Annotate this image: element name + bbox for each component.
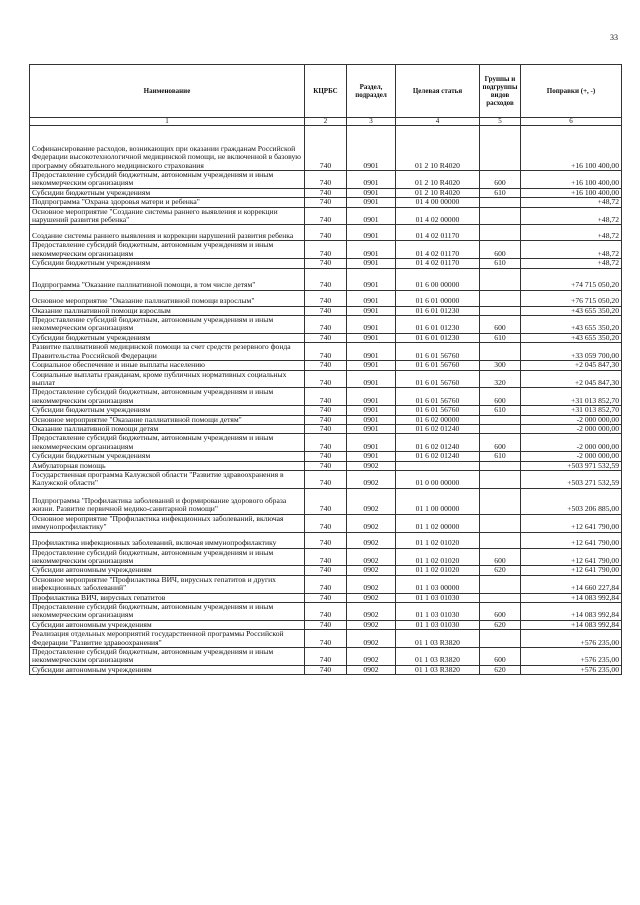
row-kcrbs: 740 <box>305 514 347 532</box>
row-section: 0901 <box>347 198 396 207</box>
row-target: 01 6 01 01230 <box>396 316 480 334</box>
row-name: Основное мероприятие "Профилактика инфекционных заболеваний, включая иммунопрофилактику" <box>30 514 305 532</box>
row-kcrbs: 740 <box>305 333 347 342</box>
row-section: 0901 <box>347 415 396 424</box>
row-name: Подпрограмма "Охрана здоровья матери и ребенка" <box>30 198 305 207</box>
header-section: Раздел, подраздел <box>347 65 396 118</box>
table-row <box>30 361 622 370</box>
row-section: 0902 <box>347 532 396 548</box>
row-group: 620 <box>480 566 521 575</box>
row-amount: +33 059 700,00 <box>521 343 622 361</box>
row-kcrbs: 740 <box>305 603 347 621</box>
row-amount: +48,72 <box>521 207 622 225</box>
row-section: 0902 <box>347 603 396 621</box>
row-kcrbs: 740 <box>305 470 347 488</box>
row-group <box>480 470 521 488</box>
header-group: Группы и подгруппы видов расходов <box>480 65 521 118</box>
row-kcrbs: 740 <box>305 488 347 514</box>
row-group <box>480 306 521 315</box>
row-amount: +48,72 <box>521 198 622 207</box>
table-row <box>30 603 622 621</box>
column-number: 3 <box>347 118 396 126</box>
column-number: 4 <box>396 118 480 126</box>
row-amount: +14 083 992,84 <box>521 593 622 602</box>
row-kcrbs: 740 <box>305 290 347 306</box>
row-target: 01 1 02 01020 <box>396 566 480 575</box>
row-section: 0901 <box>347 370 396 388</box>
row-target: 01 0 00 00000 <box>396 470 480 488</box>
row-target: 01 6 02 01240 <box>396 424 480 433</box>
row-section: 0901 <box>347 361 396 370</box>
row-kcrbs: 740 <box>305 665 347 674</box>
row-kcrbs: 740 <box>305 575 347 593</box>
row-section: 0901 <box>347 290 396 306</box>
row-kcrbs: 740 <box>305 532 347 548</box>
table-row <box>30 630 622 648</box>
table-row <box>30 593 622 602</box>
row-group: 600 <box>480 241 521 259</box>
row-group: 600 <box>480 603 521 621</box>
row-target: 01 6 02 01240 <box>396 434 480 452</box>
row-name: Основное мероприятие "Оказание паллиативной помощи взрослым" <box>30 290 305 306</box>
row-name: Подпрограмма "Оказание паллиативной помощи, в том числе детям" <box>30 268 305 290</box>
row-name: Основное мероприятие "Создание системы раннего выявления и коррекции нарушений развития ребенка" <box>30 207 305 225</box>
row-group <box>480 532 521 548</box>
row-name: Субсидии автономным учреждениям <box>30 665 305 674</box>
row-target: 01 1 02 01020 <box>396 532 480 548</box>
row-target: 01 1 00 00000 <box>396 488 480 514</box>
row-group <box>480 488 521 514</box>
row-group <box>480 126 521 171</box>
row-kcrbs: 740 <box>305 361 347 370</box>
row-section: 0901 <box>347 306 396 315</box>
row-name: Предоставление субсидий бюджетным, автономным учреждениям и иным некоммерческим организациям <box>30 603 305 621</box>
row-target: 01 1 03 01030 <box>396 620 480 629</box>
row-target: 01 1 03 01030 <box>396 603 480 621</box>
row-amount: +31 013 852,70 <box>521 388 622 406</box>
table-row <box>30 532 622 548</box>
row-name: Профилактика ВИЧ, вирусных гепатитов <box>30 593 305 602</box>
row-name: Предоставление субсидий бюджетным, автономным учреждениям и иным некоммерческим организациям <box>30 171 305 189</box>
row-amount: -2 000 000,00 <box>521 452 622 461</box>
row-amount: +16 100 400,00 <box>521 171 622 189</box>
row-target: 01 1 02 00000 <box>396 514 480 532</box>
row-group: 610 <box>480 188 521 197</box>
row-name: Профилактика инфекционных заболеваний, включая иммунопрофилактику <box>30 532 305 548</box>
row-group <box>480 424 521 433</box>
row-group <box>480 343 521 361</box>
row-name: Предоставление субсидий бюджетным, автономным учреждениям и иным некоммерческим организациям <box>30 648 305 666</box>
row-group: 320 <box>480 370 521 388</box>
row-name: Социальные выплаты гражданам, кроме публичных нормативных социальных выплат <box>30 370 305 388</box>
row-group <box>480 268 521 290</box>
table-row <box>30 424 622 433</box>
row-amount: +76 715 050,20 <box>521 290 622 306</box>
row-group <box>480 514 521 532</box>
row-kcrbs: 740 <box>305 461 347 470</box>
row-amount: +576 235,00 <box>521 630 622 648</box>
row-name: Развитие паллиативной медицинской помощи за счет средств резервного фонда Правительства Российской Федерации <box>30 343 305 361</box>
row-group <box>480 290 521 306</box>
row-amount: +43 655 350,20 <box>521 306 622 315</box>
header-amount: Поправки (+, -) <box>521 65 622 118</box>
row-group: 600 <box>480 548 521 566</box>
table-row <box>30 665 622 674</box>
row-section: 0902 <box>347 620 396 629</box>
row-section: 0901 <box>347 268 396 290</box>
table-row <box>30 207 622 225</box>
row-section: 0902 <box>347 514 396 532</box>
row-target: 01 6 02 00000 <box>396 415 480 424</box>
table-body <box>30 126 622 675</box>
row-amount: +48,72 <box>521 259 622 268</box>
row-target: 01 4 02 00000 <box>396 207 480 225</box>
row-kcrbs: 740 <box>305 415 347 424</box>
row-section: 0902 <box>347 648 396 666</box>
row-name: Субсидии автономным учреждениям <box>30 620 305 629</box>
header-target: Целевая статья <box>396 65 480 118</box>
row-amount: +14 083 992,84 <box>521 603 622 621</box>
row-target: 01 4 00 00000 <box>396 198 480 207</box>
row-name: Софинансирование расходов, возникающих при оказании гражданам Российской Федерации высокотехнологичной медицинской помощи, не включенной в базовую программу обязательного медицинского страхования <box>30 126 305 171</box>
row-target: 01 6 01 56760 <box>396 388 480 406</box>
row-name: Оказание паллиативной помощи взрослым <box>30 306 305 315</box>
row-group: 610 <box>480 406 521 415</box>
table-row <box>30 452 622 461</box>
row-section: 0902 <box>347 566 396 575</box>
row-target: 01 2 10 R4020 <box>396 188 480 197</box>
row-group <box>480 593 521 602</box>
row-target: 01 2 10 R4020 <box>396 171 480 189</box>
page-number: 33 <box>610 33 618 42</box>
table-row <box>30 388 622 406</box>
table-row <box>30 241 622 259</box>
row-amount: +2 045 847,30 <box>521 370 622 388</box>
row-section: 0901 <box>347 452 396 461</box>
row-amount: +12 641 790,00 <box>521 566 622 575</box>
row-group <box>480 461 521 470</box>
row-group: 610 <box>480 333 521 342</box>
row-section: 0902 <box>347 461 396 470</box>
row-name: Предоставление субсидий бюджетным, автономным учреждениям и иным некоммерческим организациям <box>30 388 305 406</box>
row-group: 610 <box>480 452 521 461</box>
row-name: Предоставление субсидий бюджетным, автономным учреждениям и иным некоммерческим организациям <box>30 548 305 566</box>
row-name: Субсидии бюджетным учреждениям <box>30 452 305 461</box>
row-target: 01 1 03 R3820 <box>396 665 480 674</box>
row-section: 0901 <box>347 424 396 433</box>
row-section: 0901 <box>347 406 396 415</box>
table-row <box>30 198 622 207</box>
row-name: Социальное обеспечение и иные выплаты населению <box>30 361 305 370</box>
row-kcrbs: 740 <box>305 259 347 268</box>
table-row <box>30 620 622 629</box>
table-row <box>30 306 622 315</box>
row-group: 600 <box>480 648 521 666</box>
row-section: 0901 <box>347 316 396 334</box>
row-group: 620 <box>480 620 521 629</box>
row-amount: +12 641 790,00 <box>521 548 622 566</box>
row-name: Реализация отдельных мероприятий государственной программы Российской Федерации "Развитие здравоохранения" <box>30 630 305 648</box>
row-section: 0901 <box>347 434 396 452</box>
table-row <box>30 648 622 666</box>
row-group <box>480 575 521 593</box>
row-name: Амбулаторная помощь <box>30 461 305 470</box>
row-section: 0901 <box>347 333 396 342</box>
row-section: 0902 <box>347 593 396 602</box>
row-amount: +2 045 847,30 <box>521 361 622 370</box>
table-row <box>30 514 622 532</box>
row-kcrbs: 740 <box>305 424 347 433</box>
table-row <box>30 290 622 306</box>
row-kcrbs: 740 <box>305 171 347 189</box>
row-amount: +576 235,00 <box>521 648 622 666</box>
row-kcrbs: 740 <box>305 620 347 629</box>
row-kcrbs: 740 <box>305 370 347 388</box>
row-section: 0901 <box>347 171 396 189</box>
row-kcrbs: 740 <box>305 452 347 461</box>
row-amount: +503 271 532,59 <box>521 470 622 488</box>
row-target: 01 6 01 56760 <box>396 406 480 415</box>
table-row <box>30 461 622 470</box>
row-name: Основное мероприятие "Профилактика ВИЧ, вирусных гепатитов и других инфекционных заболеваний" <box>30 575 305 593</box>
row-group <box>480 225 521 241</box>
row-section: 0902 <box>347 575 396 593</box>
row-kcrbs: 740 <box>305 566 347 575</box>
row-amount: +12 641 790,00 <box>521 514 622 532</box>
table-row <box>30 225 622 241</box>
row-target: 01 4 02 01170 <box>396 225 480 241</box>
row-name: Предоставление субсидий бюджетным, автономным учреждениям и иным некоммерческим организациям <box>30 241 305 259</box>
row-kcrbs: 740 <box>305 316 347 334</box>
row-group <box>480 415 521 424</box>
row-group <box>480 630 521 648</box>
table-row <box>30 171 622 189</box>
row-section: 0902 <box>347 630 396 648</box>
row-amount: +503 971 532,59 <box>521 461 622 470</box>
table-row <box>30 316 622 334</box>
row-section: 0901 <box>347 259 396 268</box>
row-name: Государственная программа Калужской области "Развитие здравоохранения в Калужской области" <box>30 470 305 488</box>
row-name: Субсидии автономным учреждениям <box>30 566 305 575</box>
column-number: 2 <box>305 118 347 126</box>
row-kcrbs: 740 <box>305 343 347 361</box>
row-section: 0901 <box>347 126 396 171</box>
row-group: 610 <box>480 259 521 268</box>
table-row <box>30 566 622 575</box>
table-row <box>30 434 622 452</box>
row-target: 01 1 03 R3820 <box>396 630 480 648</box>
row-target: 01 4 02 01170 <box>396 259 480 268</box>
row-section: 0901 <box>347 225 396 241</box>
table-row <box>30 488 622 514</box>
table-row <box>30 470 622 488</box>
row-target: 01 6 00 00000 <box>396 268 480 290</box>
row-kcrbs: 740 <box>305 593 347 602</box>
table-row <box>30 259 622 268</box>
row-group <box>480 198 521 207</box>
row-target: 01 6 01 56760 <box>396 343 480 361</box>
row-section: 0901 <box>347 207 396 225</box>
column-number-row <box>30 118 622 126</box>
row-amount: +14 660 227,84 <box>521 575 622 593</box>
row-target: 01 6 01 01230 <box>396 306 480 315</box>
row-section: 0901 <box>347 388 396 406</box>
row-target: 01 6 01 01230 <box>396 333 480 342</box>
row-amount: +48,72 <box>521 241 622 259</box>
row-amount: +43 655 350,20 <box>521 316 622 334</box>
row-section: 0902 <box>347 488 396 514</box>
header-name: Наименование <box>30 65 305 118</box>
row-group: 300 <box>480 361 521 370</box>
row-name: Создание системы раннего выявления и коррекции нарушений развития ребенка <box>30 225 305 241</box>
row-amount: +48,72 <box>521 225 622 241</box>
row-section: 0901 <box>347 241 396 259</box>
row-group: 620 <box>480 665 521 674</box>
row-group: 600 <box>480 388 521 406</box>
row-name: Подпрограмма "Профилактика заболеваний и формирование здорового образа жизни. Развитие первичной медико-санитарной помощи" <box>30 488 305 514</box>
row-target: 01 1 03 00000 <box>396 575 480 593</box>
row-target <box>396 461 480 470</box>
table-row <box>30 268 622 290</box>
row-group: 600 <box>480 171 521 189</box>
header-kcrbs: КЦРБС <box>305 65 347 118</box>
column-number: 6 <box>521 118 622 126</box>
row-amount: -2 000 000,00 <box>521 434 622 452</box>
row-section: 0901 <box>347 188 396 197</box>
row-amount: -2 000 000,00 <box>521 424 622 433</box>
row-name: Субсидии бюджетным учреждениям <box>30 406 305 415</box>
row-name: Оказание паллиативной помощи детям <box>30 424 305 433</box>
row-kcrbs: 740 <box>305 548 347 566</box>
row-group: 600 <box>480 316 521 334</box>
table-row <box>30 548 622 566</box>
row-amount: -2 000 000,00 <box>521 415 622 424</box>
row-target: 01 1 03 01030 <box>396 593 480 602</box>
table-row <box>30 406 622 415</box>
row-section: 0901 <box>347 343 396 361</box>
column-number: 5 <box>480 118 521 126</box>
row-target: 01 4 02 01170 <box>396 241 480 259</box>
row-amount: +16 100 400,00 <box>521 188 622 197</box>
table-row <box>30 370 622 388</box>
row-kcrbs: 740 <box>305 225 347 241</box>
table-row <box>30 333 622 342</box>
row-section: 0902 <box>347 665 396 674</box>
row-kcrbs: 740 <box>305 126 347 171</box>
table-row <box>30 126 622 171</box>
row-amount: +14 083 992,84 <box>521 620 622 629</box>
row-target: 01 6 01 00000 <box>396 290 480 306</box>
row-name: Предоставление субсидий бюджетным, автономным учреждениям и иным некоммерческим организациям <box>30 434 305 452</box>
row-amount: +503 206 885,00 <box>521 488 622 514</box>
row-name: Основное мероприятие "Оказание паллиативной помощи детям" <box>30 415 305 424</box>
row-name: Субсидии бюджетным учреждениям <box>30 188 305 197</box>
row-amount: +43 655 350,20 <box>521 333 622 342</box>
row-target: 01 1 03 R3820 <box>396 648 480 666</box>
row-amount: +16 100 400,00 <box>521 126 622 171</box>
row-kcrbs: 740 <box>305 241 347 259</box>
row-amount: +31 013 852,70 <box>521 406 622 415</box>
row-group <box>480 207 521 225</box>
row-kcrbs: 740 <box>305 268 347 290</box>
row-amount: +576 235,00 <box>521 665 622 674</box>
row-kcrbs: 740 <box>305 188 347 197</box>
row-kcrbs: 740 <box>305 207 347 225</box>
row-group: 600 <box>480 434 521 452</box>
row-kcrbs: 740 <box>305 648 347 666</box>
table-row <box>30 343 622 361</box>
row-kcrbs: 740 <box>305 630 347 648</box>
row-section: 0902 <box>347 470 396 488</box>
row-name: Субсидии бюджетным учреждениям <box>30 259 305 268</box>
table-row <box>30 575 622 593</box>
row-amount: +12 641 790,00 <box>521 532 622 548</box>
row-kcrbs: 740 <box>305 388 347 406</box>
row-target: 01 1 02 01020 <box>396 548 480 566</box>
row-amount: +74 715 050,20 <box>521 268 622 290</box>
budget-amendments-table <box>29 64 622 675</box>
table-header-row <box>30 65 622 118</box>
row-kcrbs: 740 <box>305 198 347 207</box>
row-kcrbs: 740 <box>305 306 347 315</box>
row-section: 0902 <box>347 548 396 566</box>
row-name: Субсидии бюджетным учреждениям <box>30 333 305 342</box>
row-kcrbs: 740 <box>305 406 347 415</box>
row-kcrbs: 740 <box>305 434 347 452</box>
row-name: Предоставление субсидий бюджетным, автономным учреждениям и иным некоммерческим организациям <box>30 316 305 334</box>
row-target: 01 2 10 R4020 <box>396 126 480 171</box>
row-target: 01 6 01 56760 <box>396 370 480 388</box>
row-target: 01 6 01 56760 <box>396 361 480 370</box>
row-target: 01 6 02 01240 <box>396 452 480 461</box>
column-number: 1 <box>30 118 305 126</box>
